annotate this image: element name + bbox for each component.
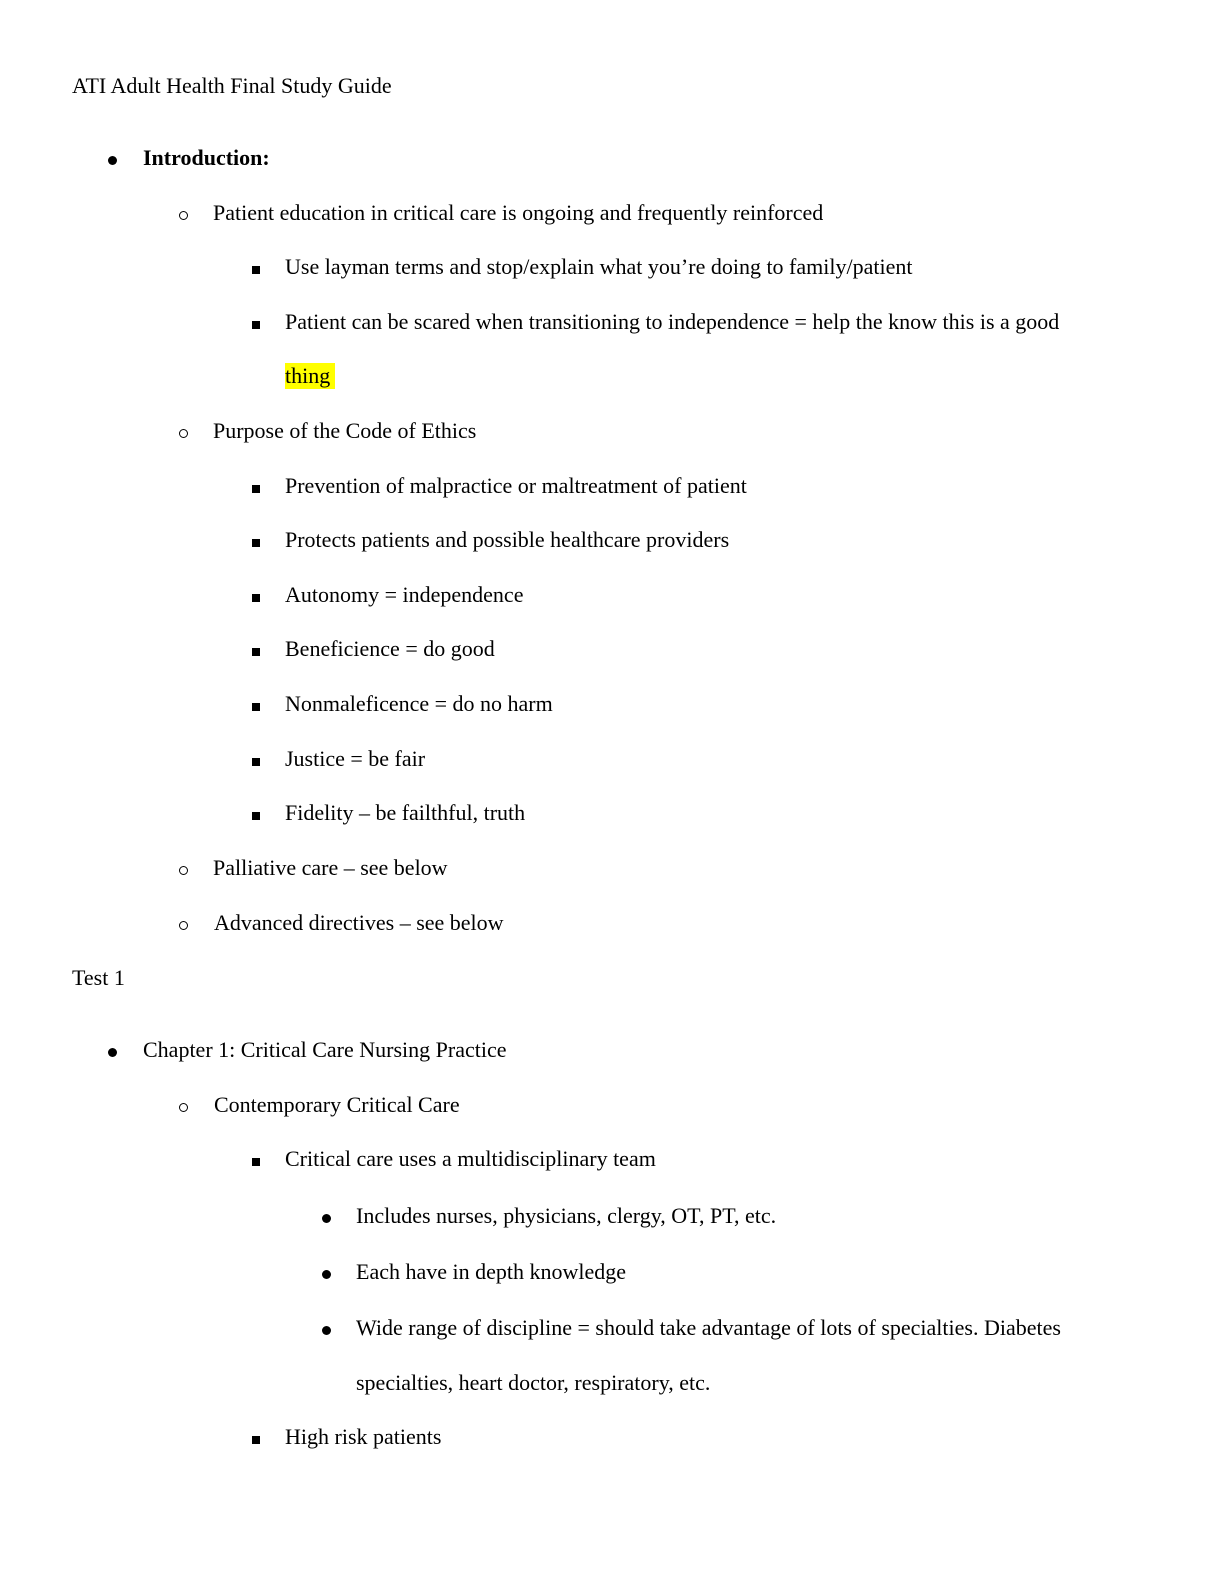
bullet-square-icon [252, 582, 260, 608]
bullet-square-icon [252, 473, 260, 499]
ethics-item-label: Protects patients and possible healthcare providers [285, 527, 730, 552]
subitem-continuation: thing [285, 363, 335, 389]
ethics-item-label: Fidelity – be failthful, truth [285, 800, 526, 825]
chapter-heading: Chapter 1: Critical Care Nursing Practice [143, 1037, 507, 1062]
bullet-dot-icon [108, 145, 117, 171]
bullet-circle-icon [179, 200, 188, 226]
bullet-circle-icon [179, 910, 188, 936]
test-heading: Test 1 [72, 965, 125, 990]
intro-item-label: Patient education in critical care is ongoing and frequently reinforced [213, 200, 824, 225]
subpoint: Each have in depth knowledge [356, 1259, 627, 1284]
subitem-label: Use layman terms and stop/explain what you’re doing to family/patient [285, 254, 913, 279]
bullet-circle-icon [179, 418, 188, 444]
bullet-circle-icon [179, 1092, 188, 1118]
bullet-square-icon [252, 309, 260, 335]
subpoint: Includes nurses, physicians, clergy, OT, PT, etc. [356, 1203, 777, 1228]
bullet-square-icon [252, 636, 260, 662]
ethics-item-label: Beneficience = do good [285, 636, 495, 661]
bullet-square-icon [252, 691, 260, 717]
bullet-square-icon [252, 1424, 260, 1450]
bullet-dot-icon [108, 1037, 117, 1063]
bullet-square-icon [252, 746, 260, 772]
ethics-item-label: Nonmaleficence = do no harm [285, 691, 553, 716]
ethics-item-label: Autonomy = independence [285, 582, 524, 607]
bullet-square-icon [252, 1146, 260, 1172]
bullet-square-icon [252, 800, 260, 826]
document-title: ATI Adult Health Final Study Guide [72, 73, 392, 98]
ethics-item-label: Justice = be fair [285, 746, 426, 771]
bullet-square-icon [252, 254, 260, 280]
ethics-item-label: Prevention of malpractice or maltreatment of patient [285, 473, 747, 498]
bullet-square-icon [252, 527, 260, 553]
intro-heading: Introduction: [143, 145, 270, 170]
subpoint: Wide range of discipline = should take advantage of lots of specialties. Diabetes [356, 1315, 1061, 1340]
point-multidisciplinary: Critical care uses a multidisciplinary team [285, 1146, 656, 1171]
section-heading: Contemporary Critical Care [214, 1092, 460, 1117]
bullet-dot-icon [322, 1259, 331, 1285]
intro-item-label: Advanced directives – see below [214, 910, 504, 935]
point-high-risk: High risk patients [285, 1424, 442, 1449]
bullet-dot-icon [322, 1203, 331, 1229]
bullet-dot-icon [322, 1315, 331, 1341]
bullet-circle-icon [179, 855, 188, 881]
intro-item-label: Purpose of the Code of Ethics [213, 418, 477, 443]
subpoint-continuation: specialties, heart doctor, respiratory, etc. [356, 1370, 711, 1395]
subitem-label: Patient can be scared when transitioning to independence = help the know this is a good [285, 309, 1060, 334]
intro-item-label: Palliative care – see below [213, 855, 448, 880]
